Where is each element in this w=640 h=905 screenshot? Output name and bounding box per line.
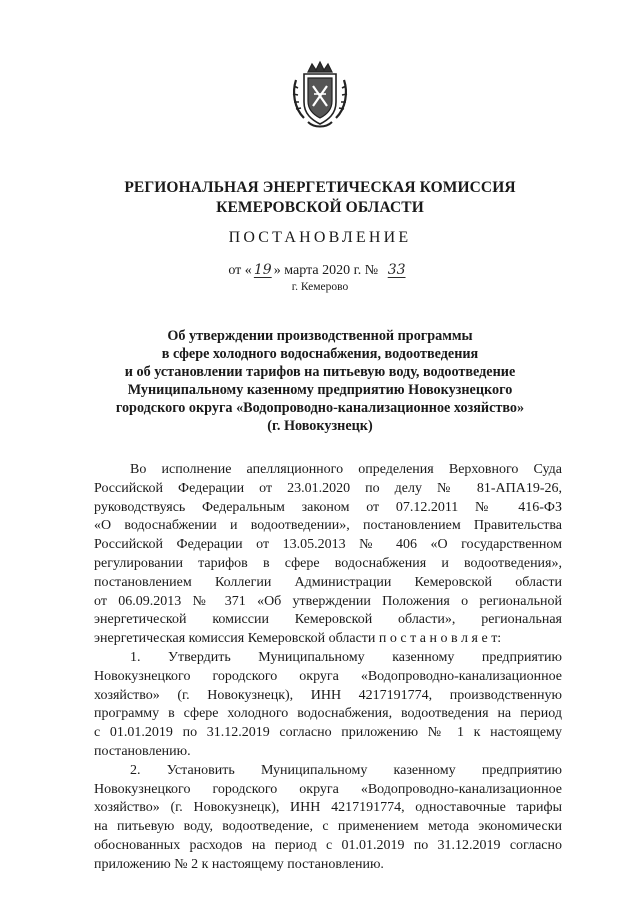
body-line: приложению № 2 к настоящему постановлению.: [94, 856, 384, 872]
paragraph-2-first-line: 2. Установить Муниципальному казенному предприятию: [130, 762, 562, 778]
handwritten-document-number: 33: [387, 262, 406, 278]
body-line: «О водоснабжении и водоотведении», постановлением Правительства: [94, 518, 562, 534]
body-line: Российской Федерации от 13.05.2013 № 406 «О государственном: [94, 537, 562, 553]
document-subject: [80, 327, 560, 435]
subject-line: (г. Новокузнецк): [267, 418, 373, 434]
body-line: Новокузнецкого городского округа «Водопроводно-канализационное: [94, 781, 562, 797]
organization-name-line2: КЕМЕРОВСКОЙ ОБЛАСТИ: [216, 199, 424, 216]
body-line: постановлению.: [94, 743, 191, 759]
subject-line: в сфере холодного водоснабжения, водоотведения: [161, 346, 479, 362]
body-line: обоснованных расходов на период с 01.01.2019 по 31.12.2019 согласно: [94, 837, 562, 853]
date-prefix: от «: [228, 263, 252, 278]
body-line: на питьевую воду, водоотведение, с применением метода экономически: [94, 819, 562, 835]
document-body: [94, 461, 562, 875]
body-line: Во исполнение апелляционного определения Верховного Суда: [130, 462, 562, 477]
subject-line: городского округа «Водопроводно-канализационное хозяйство»: [115, 400, 525, 416]
coat-of-arms-emblem: [290, 58, 350, 130]
body-line: Новокузнецкого городского округа «Водопроводно-канализационное: [94, 668, 562, 684]
document-type: ПОСТАНОВЛЕНИЕ: [228, 229, 412, 246]
document-date-line: [0, 262, 640, 279]
subject-line: Муниципальному казенному предприятию Новокузнецкого: [127, 382, 513, 398]
body-line: с 01.01.2019 по 31.12.2019 согласно приложению № 1 к настоящему: [94, 725, 562, 741]
body-line: постановлением Коллегии Администрации Кемеровской области: [94, 574, 562, 590]
subject-line: Об утверждении производственной программы: [167, 328, 473, 344]
body-line: регулировании тарифов в сфере водоснабжения и водоотведения»,: [94, 555, 562, 571]
body-line: программу в сфере холодного водоснабжения, водоотведения на период: [94, 706, 562, 722]
body-line: хозяйство» (г. Новокузнецк), ИНН 4217191774, одноставочные тарифы: [94, 800, 562, 816]
date-suffix: » марта 2020 г. №: [273, 263, 379, 278]
body-line: энергетическая комиссия Кемеровской области п о с т а н о в л я е т:: [94, 631, 502, 647]
subject-line: и об установлении тарифов на питьевую воду, водоотведение: [124, 364, 516, 380]
body-line: хозяйство» (г. Новокузнецк), ИНН 4217191774, производственную: [94, 687, 562, 703]
body-line: руководствуясь Федеральным законом от 07.12.2011 № 416-ФЗ: [94, 499, 562, 515]
paragraph-1-first-line: 1. Утвердить Муниципальному казенному предприятию: [130, 649, 562, 665]
handwritten-day: 19: [253, 262, 272, 278]
body-line: от 06.09.2013 № 371 «Об утверждении Положения о региональной: [94, 593, 562, 609]
document-city: г. Кемерово: [291, 281, 349, 293]
organization-name-line1: РЕГИОНАЛЬНАЯ ЭНЕРГЕТИЧЕСКАЯ КОМИССИЯ: [124, 179, 516, 196]
body-line: энергетической комиссии Кемеровской области», региональная: [94, 612, 562, 628]
body-line: Российской Федерации от 23.01.2020 по делу № 81-АПА19-26,: [94, 480, 562, 496]
